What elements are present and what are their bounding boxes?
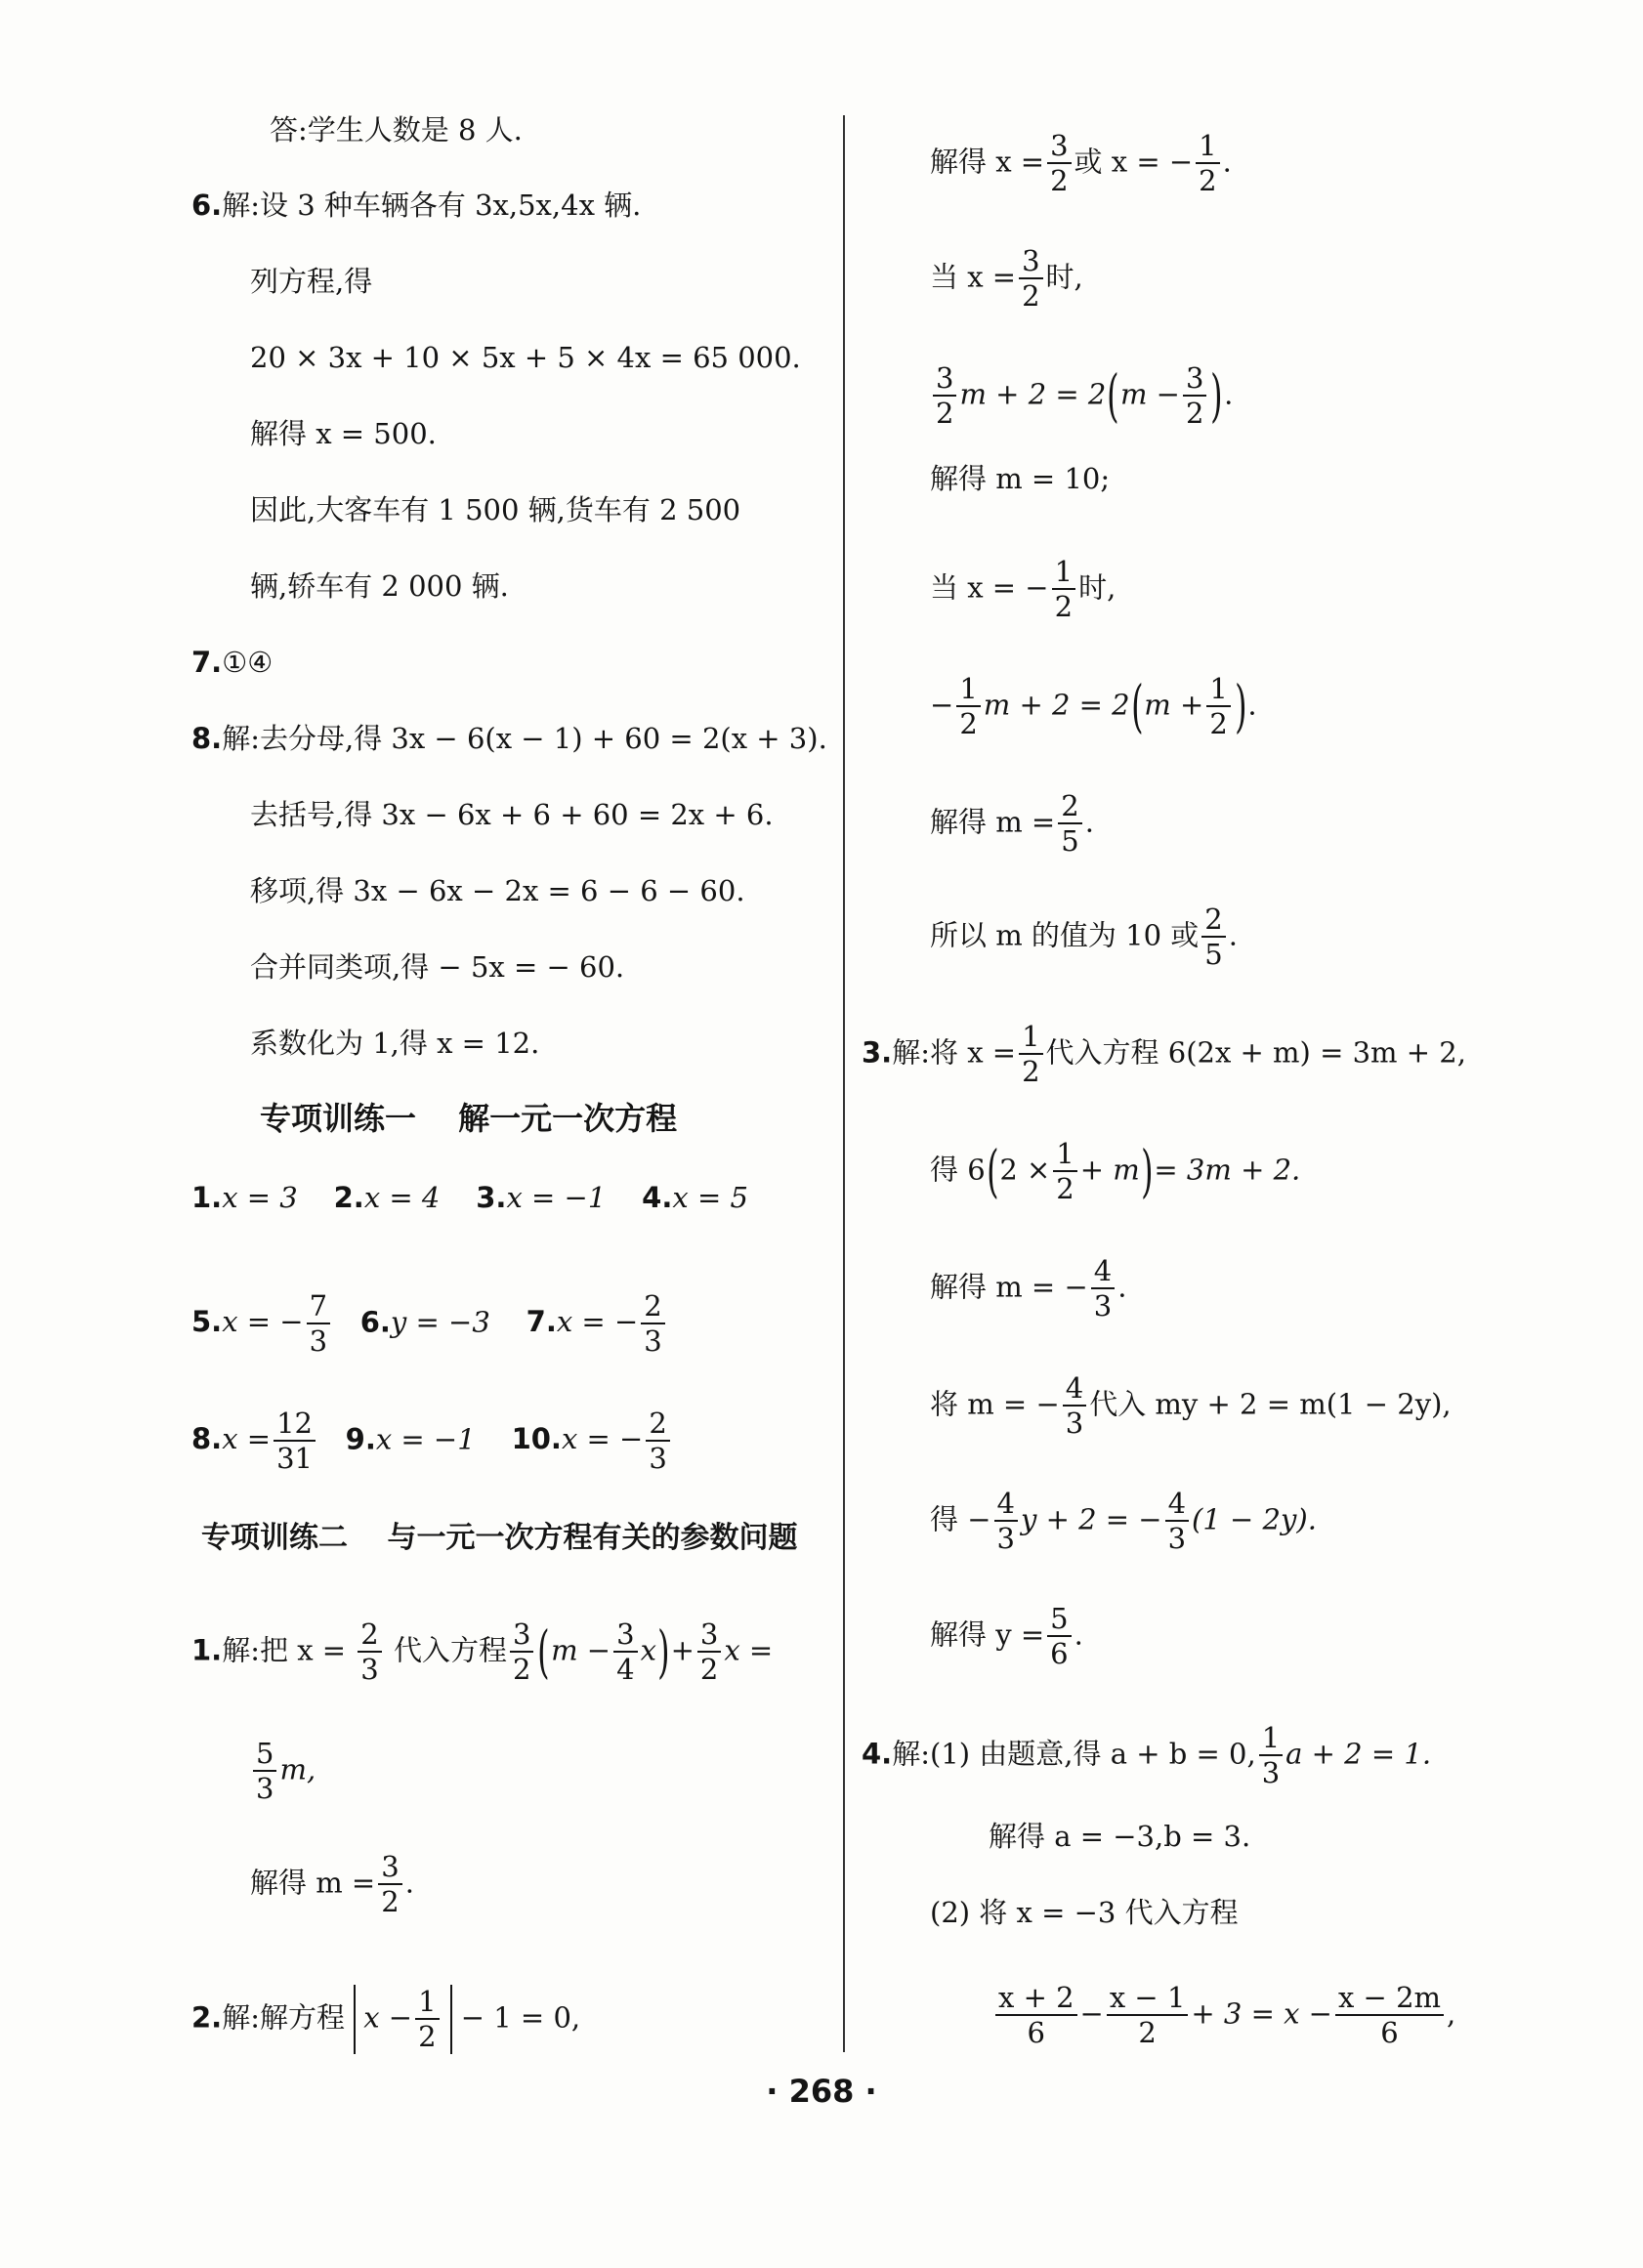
r-line4: 解得 m = 10; [930,462,1111,495]
answers-row-2 [191,1291,668,1357]
fraction: $\frac{3}{2}$ [510,1619,533,1685]
fraction: $\frac{x - 1}{2}$ [1107,1983,1189,2048]
answer-4: 4.x = 5 [642,1181,748,1214]
r-line1: 解得 x = $\frac{3}{2}$ 或 x = − $\frac{1}{2}$ . [930,129,1232,198]
b1-line2: $\frac{5}{3}$ m, [191,1739,316,1804]
fraction: $\frac{1}{2}$ [1206,674,1230,739]
q8-line3: 移项,得 3x − 6x − 2x = 6 − 6 − 60. [250,874,745,907]
q6-equation: 20 × 3x + 10 × 5x + 5 × 4x = 65 000. [250,341,801,374]
fraction: $\frac{4}{3}$ [1165,1489,1189,1554]
c3-line3: 解得 m = − $\frac{4}{3}$ . [930,1254,1127,1323]
fraction: $\frac{4}{3}$ [1063,1373,1086,1439]
right-paren: ) [1140,1138,1154,1205]
q8-line1: 8.解:去分母,得 3x − 6(x − 1) + 60 = 2(x + 3). [191,722,827,755]
answer-7: 7.x = − $\frac{2}{3}$ [527,1305,668,1338]
r-line3: $\frac{3}{2}$ m + 2 = 2(m − $\frac{3}{2}$ ). [930,363,1233,429]
answer-10: 10.x = − $\frac{2}{3}$ [512,1422,673,1455]
fraction: $\frac{x - 2m}{6}$ [1335,1983,1444,2048]
column-divider [843,115,845,2052]
fraction: $\frac{4}{3}$ [1091,1256,1115,1322]
fraction: $\frac{3}{2}$ [378,1852,401,1917]
fraction: $\frac{2}{5}$ [1201,904,1225,970]
c4-line2: 解得 a = −3,b = 3. [989,1820,1251,1853]
answers-row-3 [191,1408,673,1474]
left-paren: ( [986,1138,999,1205]
fraction: $\frac{1}{2}$ [1196,131,1219,196]
fraction: $\frac{3}{2}$ [1019,246,1042,312]
left-paren: ( [537,1618,550,1686]
answer-9: 9.x = −1 [345,1422,476,1456]
q6-conclusion-1: 因此,大客车有 1 500 辆,货车有 2 500 [250,493,741,526]
b1-line3: 解得 m = $\frac{3}{2}$ . [250,1850,414,1919]
b1-line1: 1.解:把 x = $\frac{2}{3}$ 代入方程 $\frac{3}{2}$ (m − $\frac{3}{4}$ x)+ $\frac{3}{2}$ x = [191,1617,774,1687]
c4-line3: (2) 将 x = −3 代入方程 [930,1896,1239,1929]
answer-8: 8.x = $\frac{12}{31}$ [191,1422,318,1455]
c3-line4: 将 m = − $\frac{4}{3}$ 代入 my + 2 = m(1 − 2y), [930,1371,1452,1441]
q6-line1: 6.解:设 3 种车辆各有 3x,5x,4x 辆. [191,189,642,222]
q8-line4: 合并同类项,得 − 5x = − 60. [250,950,625,984]
fraction: $\frac{3}{2}$ [697,1619,721,1685]
fraction: $\frac{3}{2}$ [933,363,956,429]
page-number: · 268 · [766,2073,877,2110]
c4-line1: 4.解:(1) 由题意,得 a + b = 0, $\frac{1}{3}$ a + 2 = 1. [862,1721,1432,1790]
fraction: $\frac{2}{3}$ [641,1291,664,1357]
r-line5: 当 x = − $\frac{1}{2}$ 时, [930,555,1116,624]
answer-5: 5.x = − $\frac{7}{3}$ [191,1305,333,1338]
fraction: $\frac{x + 2}{6}$ [995,1983,1077,2048]
left-paren: ( [1107,362,1119,430]
section-heading-1: 专项训练一 解一元一次方程 [260,1100,678,1137]
answer-line: 答:学生人数是 8 人. [270,113,523,147]
fraction: $\frac{1}{2}$ [415,1987,439,2052]
fraction: $\frac{1}{2}$ [1019,1022,1042,1087]
fraction: $\frac{2}{5}$ [1058,791,1081,857]
right-paren: ) [1234,673,1247,740]
fraction: $\frac{3}{2}$ [1047,131,1071,196]
q8-line2: 去括号,得 3x − 6x + 6 + 60 = 2x + 6. [250,798,774,831]
q6-line2: 列方程,得 [250,265,373,298]
answer-2: 2.x = 4 [333,1181,441,1214]
q6-number: 6. [191,189,223,222]
r-line7: 解得 m = $\frac{2}{5}$ . [930,789,1094,859]
fraction: $\frac{7}{3}$ [307,1291,330,1357]
q7-line: 7.①④ [191,646,274,679]
left-paren: ( [1130,673,1144,740]
absolute-value: x − $\frac{1}{2}$ [354,1985,451,2054]
q8-line5: 系数化为 1,得 x = 12. [250,1027,540,1060]
fraction: $\frac{1}{3}$ [1259,1723,1283,1788]
section-heading-2: 专项训练二 与一元一次方程有关的参数问题 [201,1521,798,1555]
fraction: $\frac{2}{3}$ [646,1408,669,1474]
r-line2: 当 x = $\frac{3}{2}$ 时, [930,244,1083,314]
fraction: $\frac{1}{2}$ [1053,1139,1076,1204]
q6-solution: 解得 x = 500. [250,417,437,450]
q6-conclusion-2: 辆,轿车有 2 000 辆. [250,569,509,603]
c3-line1: 3.解:将 x = $\frac{1}{2}$ 代入方程 6(2x + m) = 3m + 2, [862,1020,1466,1089]
fraction: $\frac{2}{3}$ [358,1619,381,1685]
fraction: $\frac{5}{6}$ [1047,1604,1071,1669]
c3-line5: 得 − $\frac{4}{3}$ y + 2 = − $\frac{4}{3}$ (1 − 2y). [930,1487,1317,1556]
fraction: $\frac{5}{3}$ [253,1739,276,1804]
fraction: $\frac{3}{4}$ [613,1619,637,1685]
fraction: $\frac{1}{2}$ [1052,557,1075,622]
fraction: $\frac{4}{3}$ [994,1489,1018,1554]
fraction: $\frac{1}{2}$ [956,674,980,739]
fraction: $\frac{12}{31}$ [274,1408,316,1474]
b2-line1: 2.解:解方程 x − $\frac{1}{2}$ − 1 = 0, [191,1985,581,2054]
r-line6: − $\frac{1}{2}$ m + 2 = 2(m + $\frac{1}{2}$ ). [930,672,1257,741]
right-paren: ) [1210,362,1223,430]
answer-1: 1.x = 3 [191,1181,298,1214]
answer-6: 6.y = −3 [359,1305,490,1339]
c3-line6: 解得 y = $\frac{5}{6}$ . [930,1602,1083,1671]
c3-line2: 得 6(2 × $\frac{1}{2}$ + m)= 3m + 2. [930,1137,1301,1206]
answers-row-1 [191,1178,748,1217]
right-paren: ) [657,1618,670,1686]
r-line8: 所以 m 的值为 10 或 $\frac{2}{5}$ . [930,903,1238,972]
answer-3: 3.x = −1 [476,1181,607,1214]
c4-line4: $\frac{x + 2}{6}$ − $\frac{x - 1}{2}$ + 3 = x − $\frac{x - 2m}{6}$ , [992,1983,1455,2048]
fraction: $\frac{3}{2}$ [1183,363,1206,429]
